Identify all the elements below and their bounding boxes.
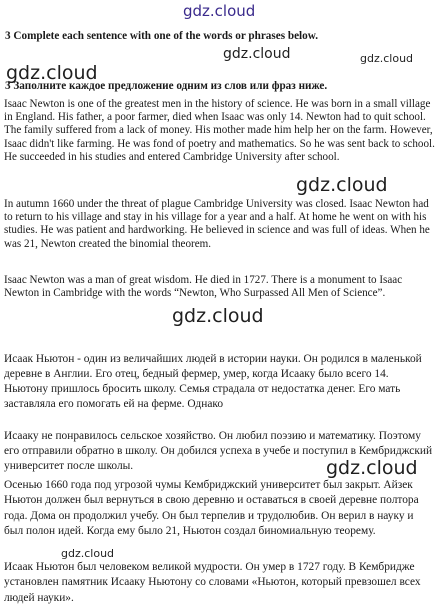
watermark-logo: gdz.cloud [360, 52, 414, 65]
task-heading-russian: 3 Заполните каждое предложение одним из слов или фраз ниже. [5, 80, 328, 92]
english-paragraph-1: Isaac Newton is one of the greatest men in the history of science. He was born in a small village in England. His father, a poor farmer, died when Isaac was only 14. Newton had to quit school. The family suffered from a lack of money. His mother made him help her on the farm. However, Isaac didn't like farming. He was fond of poetry and mathematics. So he was sent back to school. He succeeded in his studies and entered Cambridge University after school. [4, 98, 435, 163]
task-heading-english: 3 Complete each sentence with one of the words or phrases below. [5, 30, 319, 42]
watermark-logo-top: gdz.cloud [183, 2, 256, 20]
russian-paragraph-2: Исааку не понравилось сельское хозяйство. Он любил поэзию и математику. Поэтому его отправили обратно в школу. Он добился успеха в учебе и поступил в Кембриджский университет после школы. [4, 430, 433, 472]
english-paragraph-2: In autumn 1660 under the threat of plague Cambridge University was closed. Isaac Newton had to return to his village and stay in his village for a year and a half. At home he went on with his studies. He was patient and hardworking. He believed in science and was full of ideas. When he was 21, Newton created the binomial theorem. [4, 198, 430, 250]
watermark-logo: gdz.cloud [172, 305, 264, 327]
russian-paragraph-3: Осенью 1660 года под угрозой чумы Кембриджский университет был закрыт. Айзек Ньютон должен был вернуться в свою деревню и оставаться в своей деревне полтора года. Дома он продолжил учебу. Он был терпелив и трудолюбив. Он верил в науку и был полон идей. Когда ему было 21, Ньютон создал биномиальную теорему. [4, 479, 419, 537]
english-paragraph-3: Isaac Newton was a man of great wisdom. He died in 1727. There is a monument to Isaac Newton in Cambridge with the words “Newton, Who Surpassed All Men of Science”. [4, 274, 403, 300]
watermark-logo: gdz.cloud [223, 46, 291, 62]
watermark-logo: gdz.cloud [296, 174, 388, 196]
watermark-logo: gdz.cloud [6, 62, 98, 84]
watermark-logo: gdz.cloud [326, 457, 418, 479]
russian-paragraph-1: Исаак Ньютон - один из величайших людей в истории науки. Он родился в маленькой деревне в Англии. Его отец, бедный фермер, умер, когда Исааку было всего 14. Ньютону пришлось бросить школу. Семья страдала от недостатка денег. Его мать заставляла его помогать ей на ферме. Однако [4, 353, 422, 410]
russian-paragraph-4: Исаак Ньютон был человеком великой мудрости. Он умер в 1727 году. В Кембридже установлен памятник Исааку Ньютону со словами «Ньютон, который превзошел всех людей науки». [4, 561, 421, 604]
watermark-logo: gdz.cloud [61, 547, 115, 560]
